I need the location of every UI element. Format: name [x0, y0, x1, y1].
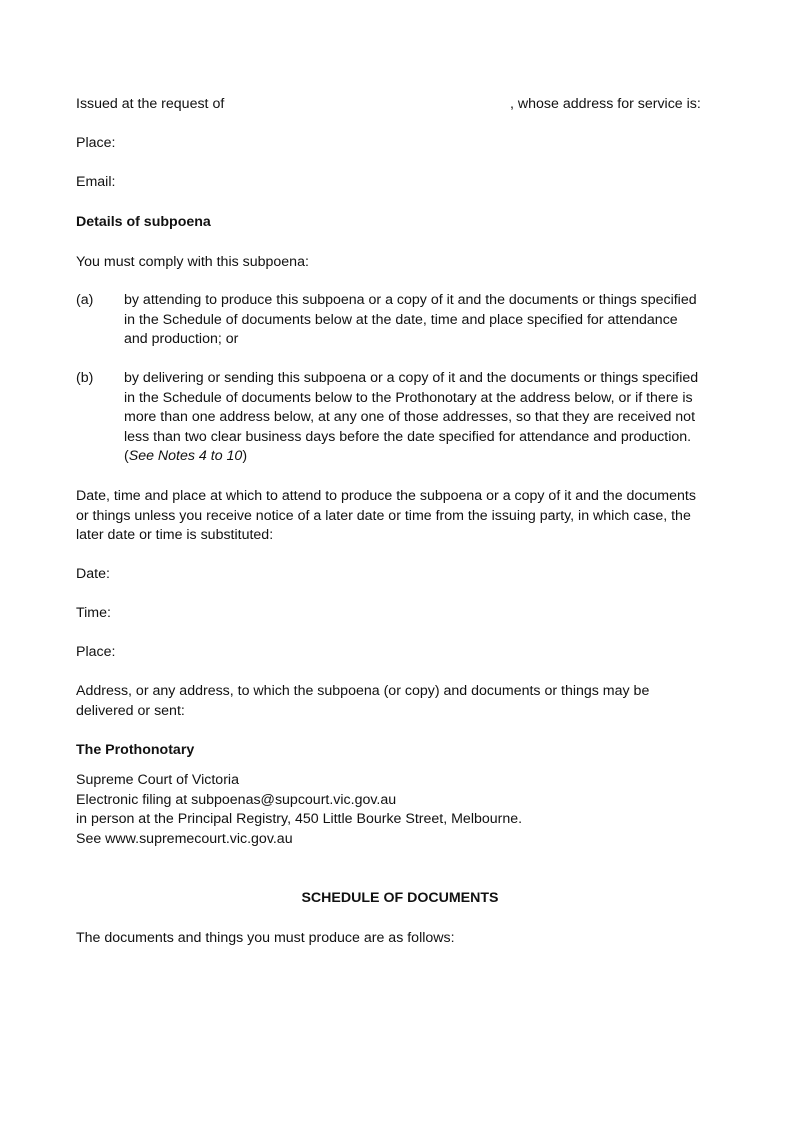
- attend-place-label: Place:: [76, 644, 116, 660]
- address-line: delivered or sent:: [76, 702, 185, 719]
- time-label: Time:: [76, 605, 111, 621]
- note-open: (: [124, 448, 129, 465]
- email-label: Email:: [76, 174, 116, 190]
- option-a-text: [124, 291, 697, 350]
- prothonotary-details: [76, 771, 522, 849]
- in-person-line: in person at the Principal Registry, 450 Little Bourke Street, Melbourne.: [76, 811, 523, 828]
- option-a-line: in the Schedule of documents below at the date, time and place specified for attendance: [124, 311, 678, 328]
- option-a-line: and production; or: [124, 331, 239, 348]
- address-line: Address, or any address, to which the subpoena (or copy) and documents or things may be: [76, 683, 650, 699]
- option-b-line: less than two clear business days before the date specified for attendance and production.: [124, 428, 692, 445]
- option-b-text: [124, 369, 698, 467]
- schedule-intro: The documents and things you must produce are as follows:: [76, 930, 455, 946]
- website-line: See www.supremecourt.vic.gov.au: [76, 830, 293, 847]
- note-close: ): [242, 448, 248, 465]
- option-a-line: by attending to produce this subpoena or a copy of it and the documents or things specified: [124, 292, 697, 308]
- court-name: Supreme Court of Victoria: [76, 772, 239, 788]
- electronic-filing-line: Electronic filing at subpoenas@supcourt.vic.gov.au: [76, 791, 397, 808]
- attend-line: or things unless you receive notice of a later date or time from the issuing party, in which case, the: [76, 507, 691, 524]
- address-paragraph: [76, 682, 649, 721]
- schedule-heading: SCHEDULE OF DOCUMENTS: [301, 890, 499, 906]
- comply-intro: You must comply with this subpoena:: [76, 254, 309, 270]
- option-b-line: by delivering or sending this subpoena or a copy of it and the documents or things specified: [124, 370, 699, 386]
- option-b-line: in the Schedule of documents below to the Prothonotary at the address below, or if there is: [124, 389, 693, 406]
- attend-paragraph: [76, 487, 696, 546]
- option-a-label: (a): [76, 292, 94, 308]
- attend-line: Date, time and place at which to attend to produce the subpoena or a copy of it and the documents: [76, 488, 696, 504]
- prothonotary-heading: The Prothonotary: [76, 742, 195, 758]
- issued-suffix: , whose address for service is:: [510, 96, 701, 112]
- attend-line: later date or time is substituted:: [76, 527, 274, 544]
- place-label: Place:: [76, 135, 116, 151]
- details-heading: Details of subpoena: [76, 214, 211, 230]
- date-label: Date:: [76, 566, 110, 582]
- issued-prefix: Issued at the request of: [76, 96, 225, 112]
- note-reference: See Notes 4 to 10: [128, 448, 243, 465]
- option-b-label: (b): [76, 370, 94, 386]
- option-b-note: [124, 447, 698, 467]
- option-b-line: more than one address below, at any one of those addresses, so that they are received not: [124, 409, 696, 426]
